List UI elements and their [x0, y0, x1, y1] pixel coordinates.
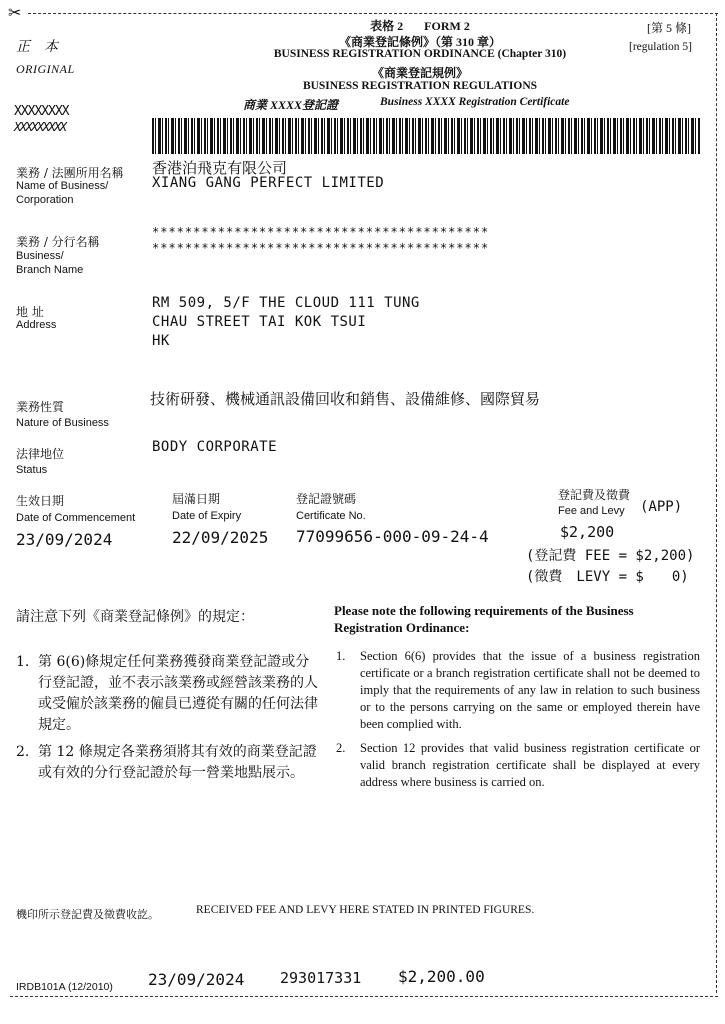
expiry-label-zh: 屆滿日期: [172, 492, 221, 506]
address-label-en: Address: [16, 319, 57, 331]
cert-title-zh: 商業 XXXX登記證: [243, 98, 339, 112]
scissors-icon: ✂: [8, 3, 22, 22]
receipt-amount: $2,200.00: [398, 967, 485, 986]
regulations-zh: 《商業登記規例》: [371, 66, 468, 80]
levy-line: (徵費 LEVY = $ 0): [526, 569, 689, 585]
note-zh-2: 第 12 條規定各業務須將其有效的商業登記證或有效的分行登記證於每一營業地點展示。: [38, 744, 317, 781]
name-label-zh: 業務 / 法團所用名稱: [16, 166, 124, 180]
address-line-2: CHAU STREET TAI KOK TSUI: [152, 314, 367, 330]
fee-app-tag: (APP): [640, 499, 683, 515]
address-line-3: HK: [152, 333, 170, 349]
nature-of-business: 技術研發、機械通訊設備回收和銷售、設備維修、國際貿易: [150, 390, 541, 408]
address-line-1: RM 509, 5/F THE CLOUD 111 TUNG: [152, 295, 420, 311]
status-value: BODY CORPORATE: [152, 439, 278, 455]
note-zh-2-number: 2.: [16, 744, 30, 760]
note-en-2-number: 2.: [336, 741, 346, 755]
ordinance-en: BUSINESS REGISTRATION ORDINANCE (Chapter 310): [273, 48, 567, 60]
business-name-zh: 香港泊飛克有限公司: [152, 159, 288, 177]
branch-label-en-1: Business/: [16, 250, 64, 262]
certificate-no-label-zh: 登記證號碼: [296, 492, 357, 506]
receipt-date: 23/09/2024: [148, 970, 245, 989]
nature-label-en: Nature of Business: [16, 417, 109, 429]
branch-label-en-2: Branch Name: [16, 264, 84, 276]
status-label-zh: 法律地位: [16, 447, 65, 461]
name-label-en-2: Corporation: [16, 194, 74, 206]
note-en-1: Section 6(6) provides that the issue of a business registration certificate or a branch registration certificate shall not be deemed to imply that the requirements of any law in relation to such business or to the persons carrying on the same or employed therein have been complied with.: [360, 649, 700, 731]
address-label-zh: 地 址: [16, 305, 44, 319]
received-en: RECEIVED FEE AND LEVY HERE STATED IN PRINTED FIGURES.: [196, 904, 535, 916]
barcode: [152, 118, 700, 154]
cut-line-right: [716, 13, 717, 993]
commencement-label-en: Date of Commencement: [16, 512, 136, 524]
commencement-label-zh: 生效日期: [16, 494, 65, 508]
redacted-code-2: XXXXXXXXX: [14, 120, 66, 134]
notes-heading-en-1: Please note the following requirements of the Business: [334, 603, 634, 618]
form-title-zh: 表格 2: [370, 19, 404, 33]
certificate-no: 77099656-000-09-24-4: [296, 527, 489, 546]
cut-line-top: [28, 13, 718, 14]
original-label-zh: 正 本: [16, 39, 58, 55]
notes-heading-en-2: Registration Ordinance:: [334, 620, 470, 635]
received-zh: 機印所示登記費及徵費收訖。: [16, 908, 159, 921]
commencement-date: 23/09/2024: [16, 530, 113, 549]
cut-line-bottom: [10, 996, 718, 997]
fee-total: $2,200: [560, 523, 615, 541]
name-label-en-1: Name of Business/: [16, 180, 109, 192]
fee-line: (登記費 FEE = $2,200): [526, 548, 695, 564]
status-label-en: Status: [16, 464, 48, 476]
branch-name-line-2: *****************************************: [152, 241, 490, 255]
fee-label-en: Fee and Levy: [558, 505, 625, 517]
original-label-en: ORIGINAL: [16, 62, 75, 76]
note-en-2: Section 12 provides that valid business registration certificate or valid branch registration certificate shall be displayed at every address where business is carried on.: [360, 741, 700, 789]
certificate-no-label-en: Certificate No.: [296, 510, 366, 522]
note-zh-1-number: 1.: [16, 654, 30, 670]
form-title: [150, 17, 690, 34]
business-name-en: XIANG GANG PERFECT LIMITED: [152, 175, 385, 191]
form-code: IRDB101A (12/2010): [16, 981, 113, 993]
cert-title-en: Business XXXX Registration Certificate: [380, 96, 570, 108]
form-title-en: FORM 2: [424, 19, 470, 33]
ordinance-zh: 《商業登記條例》（第 310 章）: [338, 35, 501, 49]
regulation-en: [regulation 5]: [629, 41, 692, 53]
branch-name-line-1: *****************************************: [152, 225, 490, 239]
regulation-zh: [第 5 條]: [647, 21, 691, 35]
nature-label-zh: 業務性質: [16, 400, 65, 414]
fee-label-zh: 登記費及徵費: [558, 488, 631, 502]
regulations-en: BUSINESS REGISTRATION REGULATIONS: [302, 80, 538, 92]
receipt-number: 293017331: [280, 969, 362, 987]
expiry-label-en: Date of Expiry: [172, 510, 242, 522]
branch-label-zh: 業務 / 分行名稱: [16, 235, 100, 249]
redacted-code-1: XXXXXXXX: [14, 104, 69, 119]
note-zh-1: 第 6(6)條規定任何業務獲發商業登記證或分行登記證，並不表示該業務或經營該業務的人或受僱於該業務的僱員已遵從有關的任何法律規定。: [38, 654, 318, 733]
note-en-1-number: 1.: [336, 649, 346, 663]
expiry-date: 22/09/2025: [172, 528, 269, 547]
notes-heading-zh: 請注意下列《商業登記條例》的規定：: [16, 609, 254, 625]
